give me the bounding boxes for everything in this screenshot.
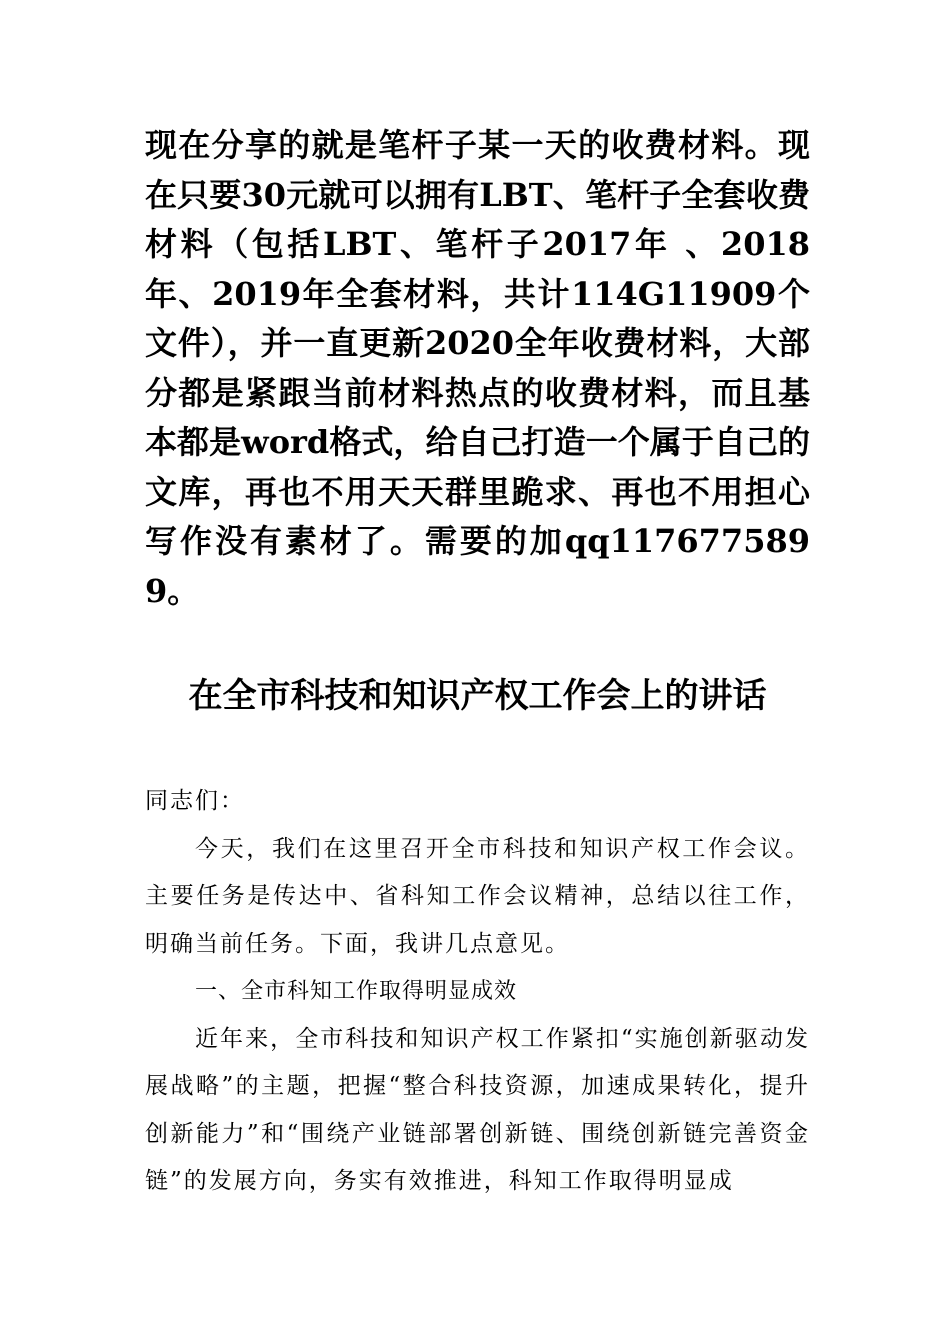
paragraph-opening: 今天，我们在这里召开全市科技和知识产权工作会议。主要任务是传达中、省科知工作会议精神，总结以往工作，明确当前任务。下面，我讲几点意见。 [145, 835, 810, 957]
section-heading-1: 一、全市科知工作取得明显成效 [195, 979, 518, 1004]
paragraph-achievements: 近年来，全市科技和知识产权工作紧扣“实施创新驱动发展战略”的主题，把握“整合科技资源，加速成果转化，提升创新能力”和“围绕产业链部署创新链、围绕创新链完善资金链”的发展方向，务实有效推进，科知工作取得明显成 [145, 1025, 810, 1194]
promo-paragraph: 现在分享的就是笔杆子某一天的收费材料。现在只要30元就可以拥有LBT、笔杆子全套收费材料（包括LBT、笔杆子2017年 、2018年、2019年全套材料，共计114G11909个文件），并一直更新2020全年收费材料，大部分都是紧跟当前材料热点的收费材料，而且基本都是word格式，给自己打造一个属于自己的文库，再也不用天天群里跪求、再也不用担心写作没有素材了。需要的加qq1176775899。 [145, 126, 810, 610]
salutation: 同志们： [145, 788, 245, 814]
document-title: 在全市科技和知识产权工作会上的讲话 [188, 676, 767, 716]
document-body [145, 778, 810, 1206]
